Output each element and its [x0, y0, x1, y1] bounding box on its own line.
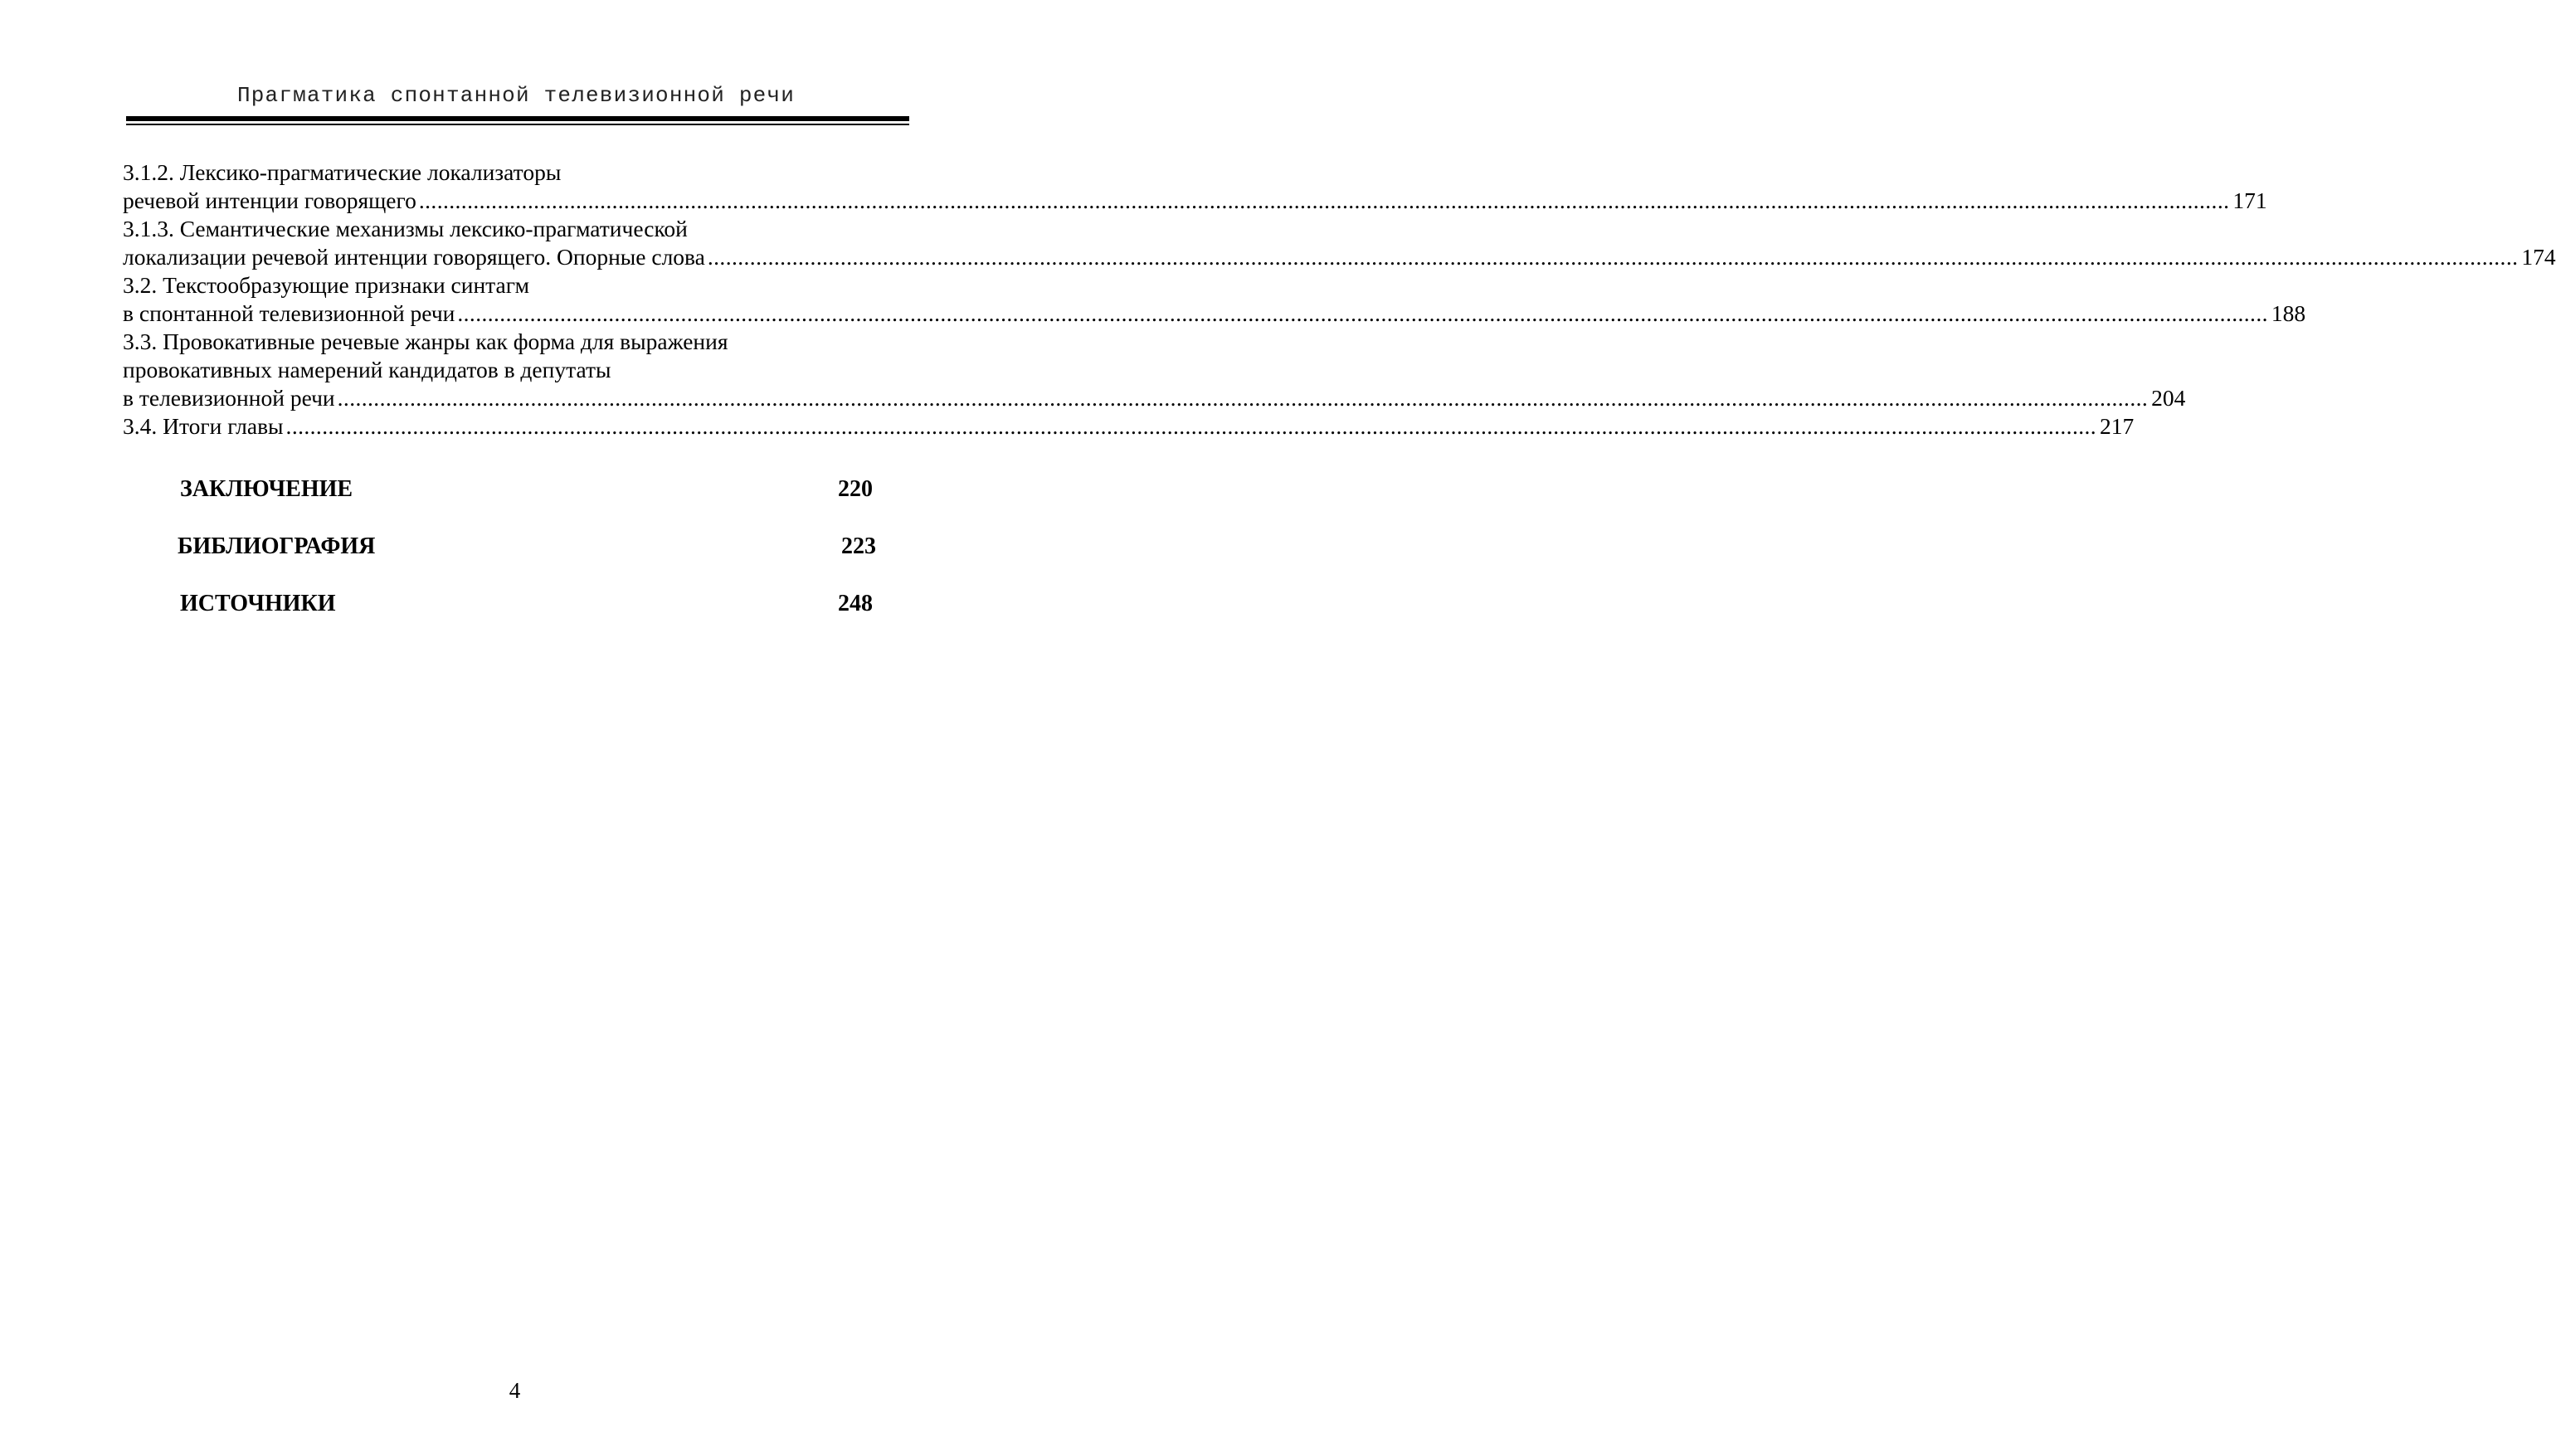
toc-page-number: 171 [2232, 187, 2267, 213]
toc-page-number: 217 [2100, 413, 2135, 439]
header-rule-thick [126, 116, 909, 121]
toc-entry-title: локализации речевой интенции говорящего. Опорные слова [123, 244, 705, 270]
toc-major-bibliography-page: 223 [841, 533, 876, 559]
toc-entry-line: 3.1.3. Семантические механизмы лексико-прагматической [123, 216, 688, 241]
toc-entry-3-2[interactable] [123, 271, 2306, 328]
toc-page-number: 188 [2271, 300, 2306, 326]
toc-entry-title: речевой интенции говорящего [123, 187, 416, 213]
table-of-contents [123, 158, 2556, 441]
toc-entry-3-3[interactable] [123, 328, 2186, 412]
dot-leader: ............................................................................................................................................................................................................................................................................................................ [337, 385, 2149, 411]
toc-entry-line: 3.3. Провокативные речевые жанры как форма для выражения [123, 329, 728, 354]
dot-leader: ............................................................................................................................................................................................................................................................................................................ [457, 300, 2268, 326]
toc-major-bibliography[interactable]: БИБЛИОГРАФИЯ [178, 533, 376, 559]
toc-major-sources[interactable]: ИСТОЧНИКИ [180, 591, 336, 616]
dot-leader: ............................................................................................................................................................................................................................................................................................................ [285, 413, 2097, 439]
toc-major-sources-page: 248 [838, 591, 873, 616]
toc-page-number: 174 [2521, 244, 2556, 270]
toc-major-conclusion[interactable]: ЗАКЛЮЧЕНИЕ [180, 476, 353, 502]
toc-major-conclusion-page: 220 [838, 476, 873, 502]
toc-page-number: 204 [2151, 385, 2186, 411]
toc-entry-title: 3.4. Итоги главы [123, 413, 284, 439]
toc-entry-3-1-2[interactable] [123, 158, 2267, 215]
toc-entry-line: 3.2. Текстообразующие признаки синтагм [123, 272, 530, 298]
toc-entry-title: в телевизионной речи [123, 385, 335, 411]
toc-entry-3-1-3[interactable] [123, 215, 2556, 271]
dot-leader: ............................................................................................................................................................................................................................................................................................................ [418, 187, 2230, 213]
toc-entry-3-4[interactable] [123, 412, 2135, 441]
toc-entry-line: 3.1.2. Лексико-прагматические локализаторы [123, 159, 562, 185]
header-rule-thin [126, 124, 909, 125]
dot-leader: ............................................................................................................................................................................................................................................................................................................ [707, 244, 2519, 270]
running-header: Прагматика спонтанной телевизионной речи [236, 83, 796, 108]
toc-entry-title: в спонтанной телевизионной речи [123, 300, 455, 326]
toc-entry-line: провокативных намерений кандидатов в депутаты [123, 357, 611, 382]
page-number: 4 [509, 1378, 521, 1403]
